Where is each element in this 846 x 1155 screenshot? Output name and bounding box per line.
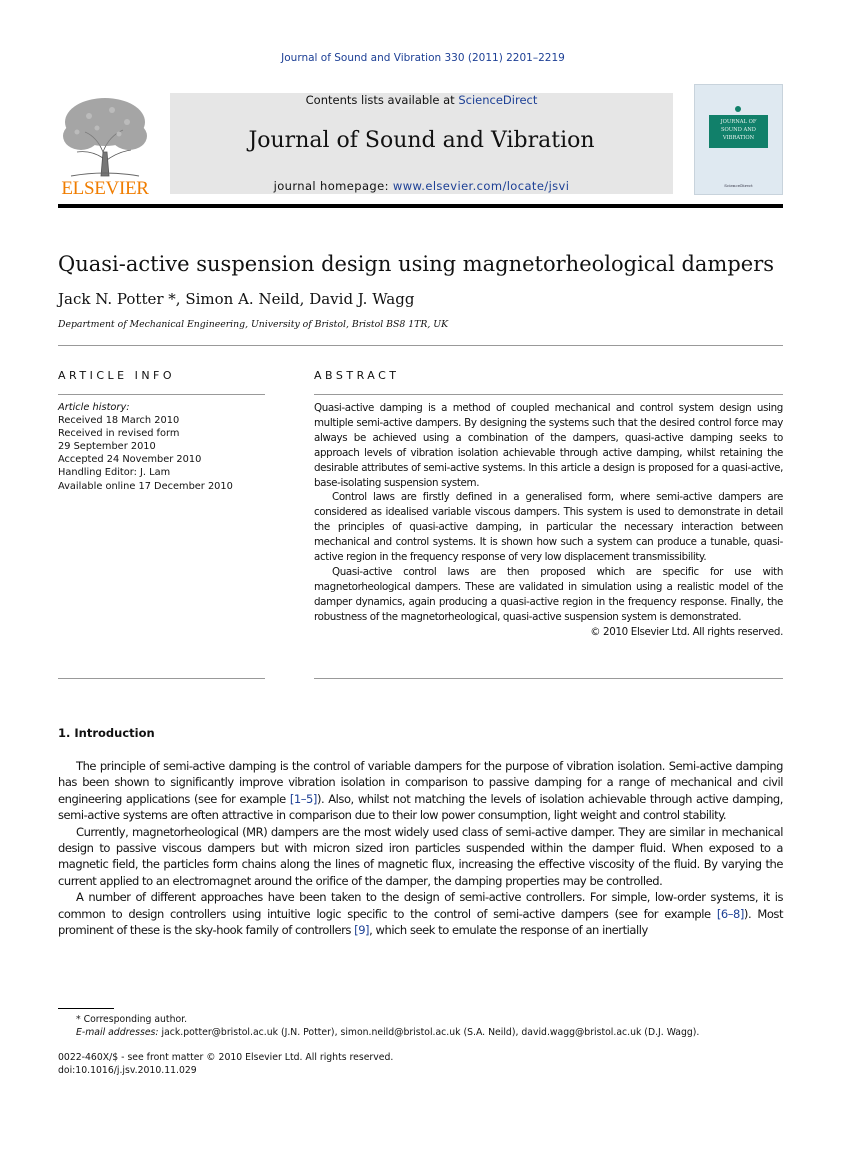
article-history bbox=[58, 401, 268, 493]
issn-block bbox=[58, 1051, 393, 1078]
body-text: ). Also, whilst not matching the levels of isolation achievable through active damping, semi-active systems are often attractive in comparison due to their low power consumption, light weight and control stability. bbox=[58, 791, 783, 823]
citation-link[interactable]: [1–5] bbox=[289, 791, 317, 806]
email-label: E-mail addresses: bbox=[76, 1027, 159, 1039]
introduction-body bbox=[58, 758, 783, 938]
author-list: Jack N. Potter *, Simon A. Neild, David J. Wagg bbox=[58, 290, 415, 308]
body-paragraph: Currently, magnetorheological (MR) dampers are the most widely used class of semi-active damper. They are similar in mechanical design to passive viscous dampers but with micron sized iron particles suspended within the damper fluid. When exposed to a magnetic field, the particles form chains along the lines of magnetic flux, increasing the effective viscosity of the fluid. By varying the current applied to an electromagnet around the orifice of the damper, the damping properties may be controlled. bbox=[58, 824, 783, 888]
homepage-line bbox=[170, 179, 673, 193]
history-online: Available online 17 December 2010 bbox=[58, 480, 233, 492]
homepage-link[interactable]: www.elsevier.com/locate/jsvi bbox=[392, 179, 570, 193]
body-text: , which seek to emulate the response of an inertially bbox=[369, 923, 648, 938]
cover-title-block bbox=[709, 115, 768, 148]
footnote-corresponding: * Corresponding author. bbox=[76, 1014, 188, 1025]
contents-line bbox=[170, 93, 673, 107]
citation-link[interactable]: [9] bbox=[354, 923, 370, 938]
divider bbox=[58, 394, 265, 395]
history-received: Received 18 March 2010 bbox=[58, 415, 180, 427]
section-heading-introduction: 1. Introduction bbox=[58, 726, 155, 740]
journal-citation[interactable]: Journal of Sound and Vibration 330 (2011) 2201–2219 bbox=[281, 52, 565, 64]
body-text: The principle of semi-active damping is the control of variable dampers for the purpose of vibration isolation. Semi-active damping has been shown to significantly improve vibration isolation in comparison to passive damping for a range of mechanical and civil engineering applications (see for example bbox=[58, 759, 783, 806]
doi-line[interactable]: doi:10.1016/j.jsv.2010.11.029 bbox=[58, 1065, 197, 1077]
history-revised-date: 29 September 2010 bbox=[58, 441, 156, 453]
body-text: A number of different approaches have been taken to the design of semi-active controllers. For simple, low-order systems, it is common to design controllers using intuitive logic specific to the control of semi-active dampers (see for example bbox=[58, 890, 783, 921]
cover-emblem-icon bbox=[735, 106, 741, 112]
body-paragraph bbox=[58, 758, 783, 824]
article-title: Quasi-active suspension design using magnetorheological dampers bbox=[58, 252, 775, 276]
divider bbox=[58, 345, 783, 346]
history-label: Article history: bbox=[58, 402, 130, 413]
abstract-paragraph: Quasi-active control laws are then proposed which are specific for use with magnetorheological dampers. These are validated in simulation using a realistic model of the damper dynamics, again producing a quasi-active region in the frequency response. Finally, the robustness of the magnetorheological, quasi-active suspension system is demonstrated. bbox=[314, 565, 783, 623]
homepage-prefix: journal homepage: bbox=[273, 179, 393, 193]
cover-title-line: SOUND AND bbox=[721, 127, 756, 133]
issn-line: 0022-460X/$ - see front matter © 2010 Elsevier Ltd. All rights reserved. bbox=[58, 1052, 394, 1063]
cover-title-line: VIBRATION bbox=[722, 135, 755, 141]
journal-cover-image[interactable] bbox=[694, 84, 783, 195]
contents-prefix: Contents lists available at bbox=[305, 93, 459, 107]
footnote-rule bbox=[58, 1008, 114, 1009]
cover-footer: ScienceDirect bbox=[724, 183, 753, 188]
journal-name: Journal of Sound and Vibration bbox=[248, 128, 595, 153]
article-info-heading: ARTICLE INFO bbox=[58, 369, 176, 382]
history-editor: Handling Editor: J. Lam bbox=[58, 467, 171, 479]
affiliation: Department of Mechanical Engineering, University of Bristol, Bristol BS8 1TR, UK bbox=[58, 319, 449, 330]
sciencedirect-link[interactable]: ScienceDirect bbox=[458, 93, 538, 107]
cover-title-line: JOURNAL OF bbox=[720, 119, 757, 125]
abstract-paragraph: Control laws are firstly defined in a generalised form, where semi-active dampers are considered as idealised variable viscous dampers. This system is used to demonstrate in detail the principles of quasi-active damping, in particular the necessary interaction between mechanical and control systems. It is shown how such a system can produce a tunable, quasi-active region in the frequency response of very low displacement transmissibility. bbox=[314, 491, 783, 564]
history-revised: Received in revised form bbox=[58, 428, 180, 440]
copyright-notice: © 2010 Elsevier Ltd. All rights reserved. bbox=[590, 625, 783, 638]
abstract-heading: ABSTRACT bbox=[314, 369, 400, 382]
divider bbox=[314, 394, 783, 395]
publisher-name: ELSEVIER bbox=[61, 178, 149, 199]
history-accepted: Accepted 24 November 2010 bbox=[58, 454, 202, 466]
email-addresses[interactable]: jack.potter@bristol.ac.uk (J.N. Potter), simon.neild@bristol.ac.uk (S.A. Neild), david.wagg@bristol.ac.uk (D.J. Wagg). bbox=[158, 1027, 700, 1039]
divider bbox=[58, 678, 265, 679]
divider bbox=[314, 678, 783, 679]
footnote-emails bbox=[58, 1026, 783, 1039]
footnotes bbox=[58, 1013, 783, 1040]
body-paragraph bbox=[58, 889, 783, 938]
abstract-body bbox=[314, 401, 783, 640]
header-rule bbox=[58, 204, 783, 208]
citation-link[interactable]: [6–8] bbox=[716, 906, 744, 921]
abstract-paragraph: Quasi-active damping is a method of coupled mechanical and control system design using multiple semi-active dampers. By designing the systems such that the desired control force may always be achieved using a combination of the dampers, quasi-active damping seeks to approach levels of vibration isolation achievable through active damping, whilst retaining the desirable attributes of semi-active systems. In this article a design is proposed for a quasi-active, base-isolating suspension system. bbox=[314, 402, 783, 489]
body-text: ). Most prominent of these is the sky-hook family of controllers bbox=[58, 906, 784, 938]
